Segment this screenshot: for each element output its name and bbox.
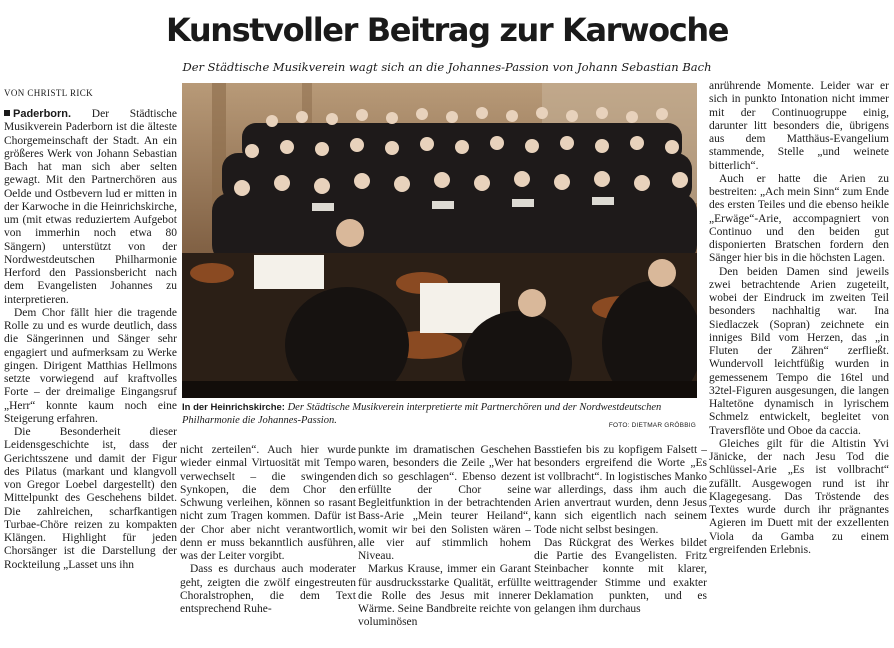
choir-concert-photo xyxy=(182,83,697,398)
article-column-2 xyxy=(180,444,356,648)
paragraph: anrührende Momente. Leider war er sich in punkto Intonation nicht immer mit der Continuogruppe einig, darunter litt besonders die, übrigens aus dem Matthäus-Evangelium stammende, Stelle „und weinete bitterlich“. xyxy=(709,80,889,172)
paragraph: Markus Krause, immer ein Garant für ausdrucksstarke Qualität, erfüllte die Rolle des Jesus mit innerer Wärme. Seine Bandbreite reichte von voluminösen xyxy=(358,563,531,629)
paragraph: Gleiches gilt für die Altistin Yvi Jänicke, der nach Jesu Tod die Schlüssel-Arie „Es ist vollbracht“ zufällt. Ausgewogen rund ist ihr Klagegesang. Das Tröstende des Textes wurde durch ihr prägnantes Agieren im Duett mit der exzellenten Viola da Gamba zu einem ergreifenden Erlebnis. xyxy=(709,437,889,556)
paragraph: Die Besonderheit dieser Leidensgeschichte ist, dass der Gerichtsszene und damit der Figur des Pilatus (markant und klangvoll von Gregor Loebel dargestellt) den Mittelpunkt des Geschehens bildet. Die zahlreichen, scharfkantigen Turbae-Chöre reizen zu kompakten Klängen. Highlight für jeden Chorsänger ist die Darstellung der Rockteilung „Lasset uns ihn xyxy=(4,426,177,571)
article-column-1 xyxy=(4,108,177,648)
paragraph: Das Rückgrat des Werkes bildet die Partie des Evangelisten. Fritz Steinbacher konnte mit klarer, weittragender Stimme und exakter Deklamation punkten, und es gelangen ihm durchaus xyxy=(534,536,707,615)
paragraph: Dem Chor fällt hier die tragende Rolle zu und es wurde deutlich, dass die Sängerinnen und Sänger sehr engagiert und aufmerksam zu Werke gingen. Dirigent Matthias Hellmons setzte vorwiegend auf kraftvolles Forte – der dreimalige Eingangsruf „Herr“ konnte kaum noch eine Steigerung erfahren. xyxy=(4,306,177,425)
paragraph: punkte im dramatischen Geschehen waren, besonders die Zeile „Wer hat dich so geschlagen“. Ebenso dezent erfüllte der Chor seine Begleitfunktion in der betrachtenden Bass-Arie „Mein teurer Heiland“, womit wir bei den Solisten wären – alle vier auf stimmlich hohem Niveau. xyxy=(358,444,531,562)
location-label: Paderborn. xyxy=(13,108,72,120)
paragraph: Der Städtische Musikverein Paderborn ist die älteste Chorgemeinschaft der Stadt. An ein größeres Werk von Johann Sebastian Bach hat man sich aber selten gewagt. Mit den Partnerchören aus Oelde und Ostbevern lud er mitten in der Karwoche in die Heinrichskirche, um (mit etwas reduziertem Aufgebot von immerhin noch etwa 80 Sängern) unterstützt von der Nordwestdeutschen Philharmonie Herford den Passionsbericht nach dem Evangelisten Johannes zu interpretieren. xyxy=(4,108,177,306)
paragraph: Basstiefen bis zu kopfigem Falsett – besonders ergreifend die Worte „Es ist vollbracht“. In logistisches Manko war allerdings, dass ihm auch die Arien anvertraut wurden, denn Jesus kann sich eigentlich nach seinem Tode nicht selbst besingen. xyxy=(534,444,707,536)
article-column-3 xyxy=(358,444,531,648)
choir-photo-illustration xyxy=(182,83,697,398)
caption-text: Der Städtische Musikverein interpretierte mit Partnerchören und der Nordwestdeutschen Philharmonie die Johannes-Passion. xyxy=(182,402,662,426)
caption-label: In der Heinrichskirche: xyxy=(182,402,285,413)
subheadline: Der Städtische Musikverein wagt sich an die Johannes-Passion von Johann Sebastian Bach xyxy=(182,60,712,74)
paragraph: Auch er hatte die Arien zu bestreiten: „Ach mein Sinn“ zum Ende des ersten Teiles und die ebenso heikle „Erwäge“-Arie, accompagniert von Continuo und den beiden gut disponierten Bratschen fordern den Sänger hier bis in die höchsten Lagen. xyxy=(709,172,889,265)
paragraph: nicht zerteilen“. Auch hier wurde wieder einmal Virtuosität mit Tempo verwechselt – die swingenden Synkopen, die dem Chor den Schwung verleihen, können so rasant nicht zum Tragen kommen. Dafür ist der Chor aber nicht verantwortlich, denn er muss bekanntlich ausführen, was der Leiter vorgibt. xyxy=(180,444,356,562)
article-column-5 xyxy=(709,80,889,648)
location-marker-icon xyxy=(4,110,10,116)
paragraph: Dass es durchaus auch moderater geht, zeigten die zwölf eingestreuten Choralstrophen, die dem Text entsprechend Ruhe- xyxy=(180,563,356,615)
article-column-4 xyxy=(534,444,707,648)
byline: VON CHRISTL RICK xyxy=(4,88,94,98)
paragraph: Den beiden Damen sind jeweils zwei betrachtende Arien zugeteilt, wobei der Eindruck im zweiten Teil besonders nachhaltig war. Ina Siedlaczek (Sopran) zeichnete ein inniges Bild vom Herzen, das „in Fluten der Zähren“ zerfließt. Wundervoll leichtfüßig wurden in gemessenem Tempo die 16tel und 32tel-Figuren ausgesungen, die langen Haltetöne dynamisch in lyrischem Schmelz entwickelt, begleitet von Traversflöte und Oboe da caccia. xyxy=(709,265,889,437)
headline: Kunstvoller Beitrag zur Karwoche xyxy=(165,11,729,49)
photo-credit: FOTO: DIETMAR GRÖBBIG xyxy=(608,422,696,429)
